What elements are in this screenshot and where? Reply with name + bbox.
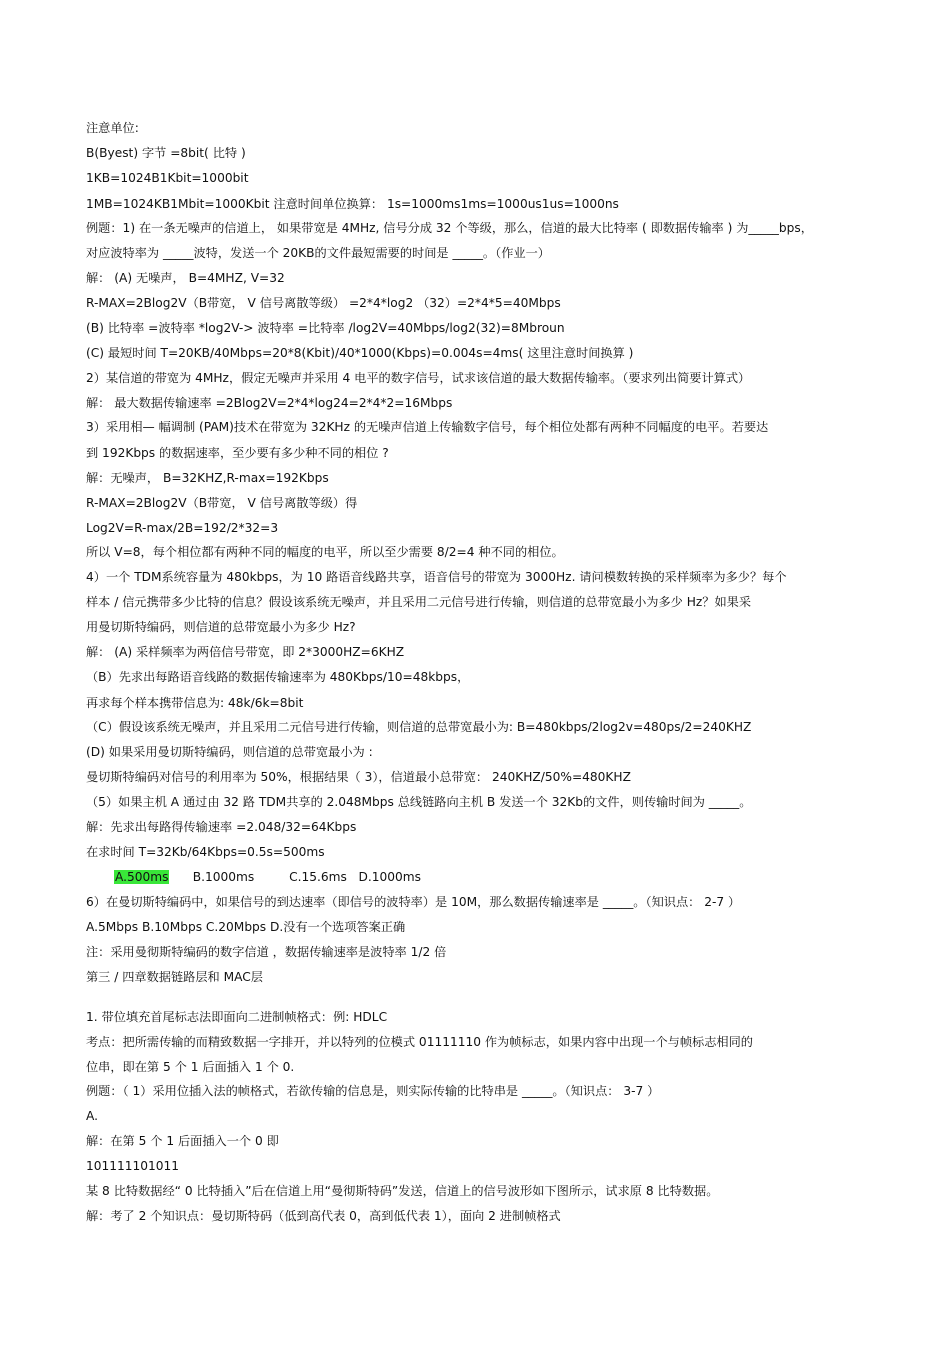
text-line: 1MB=1024KB1Mbit=1000Kbit 注意时间单位换算： 1s=1000ms1ms=1000us1us=1000ns <box>86 197 619 211</box>
text-line: 考点：把所需传输的而精致数据一字排开，并以特列的位模式 01111110 作为帧标志，如果内容中出现一个与帧标志相同的 <box>86 1035 753 1049</box>
text-line: 注意单位: <box>86 121 139 135</box>
text-line: 1KB=1024B1Kbit=1000bit <box>86 171 249 185</box>
text-line: A.5Mbps B.10Mbps C.20Mbps D.没有一个选项答案正确 <box>86 920 406 934</box>
option-c: C.15.6ms <box>289 870 347 884</box>
text-line: （B）先求出每路语音线路的数据传输速率为 480Kbps/10=48kbps， <box>86 670 470 684</box>
text-line: 位串，即在第 5 个 1 后面插入 1 个 0. <box>86 1060 295 1074</box>
text-line: R-MAX=2Blog2V（B带宽， V 信号离散等级） =2*4*log2 （32）=2*4*5=40Mbps <box>86 296 561 310</box>
option-b: B.1000ms <box>192 870 255 884</box>
text-line: 解： 最大数据传输速率 =2Blog2V=2*4*log24=2*4*2=16Mbps <box>86 396 453 410</box>
text-line: 注：采用曼彻斯特编码的数字信道 ，数据传输速率是波特率 1/2 倍 <box>86 945 447 959</box>
text-line: 某 8 比特数据经“ 0 比特插入”后在信道上用“曼彻斯特码”发送，信道上的信号波形如下图所示，试求原 8 比特数据。 <box>86 1184 719 1198</box>
text-line: 解：先求出每路得传输速率 =2.048/32=64Kbps <box>86 820 357 834</box>
text-line: 101111101011 <box>86 1159 180 1173</box>
options-row <box>114 869 421 885</box>
text-line: 样本 / 信元携带多少比特的信息？假设该系统无噪声，并且采用二元信号进行传输，则信道的总带宽最小为多少 Hz？如果采 <box>86 595 752 609</box>
text-line: 2）某信道的带宽为 4MHz，假定无噪声并采用 4 电平的数字信号，试求该信道的最大数据传输率。（要求列出简要计算式） <box>86 371 751 385</box>
text-line: A. <box>86 1109 98 1123</box>
text-line: 所以 V=8，每个相位都有两种不同的幅度的电平，所以至少需要 8/2=4 种不同的相位。 <box>86 545 564 559</box>
text-line: 解：无噪声， B=32KHZ,R-max=192Kbps <box>86 471 329 485</box>
section-heading: 第三 / 四章数据链路层和 MAC层 <box>86 970 263 984</box>
highlighted-option: A.500ms <box>115 870 169 884</box>
text-line: (C) 最短时间 T=20KB/40Mbps=20*8(Kbit)/40*1000(Kbps)=0.004s=4ms( 这里注意时间换算 ) <box>86 346 634 360</box>
text-line: 解： (A) 无噪声， B=4MHZ, V=32 <box>86 271 285 285</box>
text-line: 到 192Kbps 的数据速率，至少要有多少种不同的相位 ? <box>86 446 389 460</box>
text-line: 4）一个 TDM系统容量为 480kbps，为 10 路语音线路共享，语音信号的带宽为 3000Hz. 请问模数转换的采样频率为多少？每个 <box>86 570 787 584</box>
text-line: 6）在曼切斯特编码中，如果信号的到达速率（即信号的波特率）是 10M，那么数据传输速率是 _____。（知识点： 2-7 ） <box>86 895 741 909</box>
text-line: Log2V=R-max/2B=192/2*32=3 <box>86 521 279 535</box>
text-line: 1. 带位填充首尾标志法即面向二进制帧格式：例: HDLC <box>86 1010 388 1024</box>
option-d: D.1000ms <box>358 870 421 884</box>
text-line: 3）采用相— 幅调制 (PAM)技术在带宽为 32KHz 的无噪声信道上传输数字信号，每个相位处都有两种不同幅度的电平。若要达 <box>86 420 769 434</box>
text-line: B(Byest) 字节 =8bit( 比特 ) <box>86 146 246 160</box>
text-line: 在求时间 T=32Kb/64Kbps=0.5s=500ms <box>86 845 325 859</box>
text-line: (D) 如果采用曼切斯特编码，则信道的总带宽最小为 : <box>86 745 373 759</box>
text-line: 解：考了 2 个知识点：曼切斯特码（低到高代表 0，高到低代表 1），面向 2 进制帧格式 <box>86 1209 561 1223</box>
text-line: 例题：（ 1）采用位插入法的帧格式，若欲传输的信息是，则实际传输的比特串是 _____。（知识点： 3-7 ） <box>86 1084 660 1098</box>
text-line: 对应波特率为 _____波特，发送一个 20KB的文件最短需要的时间是 _____。（作业一） <box>86 246 550 260</box>
text-line: （5）如果主机 A 通过由 32 路 TDM共享的 2.048Mbps 总线链路向主机 B 发送一个 32Kb的文件，则传输时间为 _____。 <box>86 795 752 809</box>
text-line: 再求每个样本携带信息为: 48k/6k=8bit <box>86 696 304 710</box>
text-line: (B) 比特率 =波特率 *log2V-> 波特率 =比特率 /log2V=40Mbps/log2(32)=8Mbroun <box>86 321 565 335</box>
text-line: 解： (A) 采样频率为两倍信号带宽，即 2*3000HZ=6KHZ <box>86 645 405 659</box>
text-line: R-MAX=2Blog2V（B带宽， V 信号离散等级）得 <box>86 496 358 510</box>
text-line: 例题：1) 在一条无噪声的信道上， 如果带宽是 4MHz, 信号分成 32 个等级，那么，信道的最大比特率 ( 即数据传输率 ) 为_____bps， <box>86 221 813 235</box>
text-line: （C）假设该系统无噪声，并且采用二元信号进行传输，则信道的总带宽最小为: B=480kbps/2log2v=480ps/2=240KHZ <box>86 720 752 734</box>
text-line: 用曼切斯特编码，则信道的总带宽最小为多少 Hz? <box>86 620 356 634</box>
text-line: 曼切斯特编码对信号的利用率为 50%，根据结果（ 3），信道最小总带宽： 240KHZ/50%=480KHZ <box>86 770 631 784</box>
text-line: 解：在第 5 个 1 后面插入一个 0 即 <box>86 1134 279 1148</box>
